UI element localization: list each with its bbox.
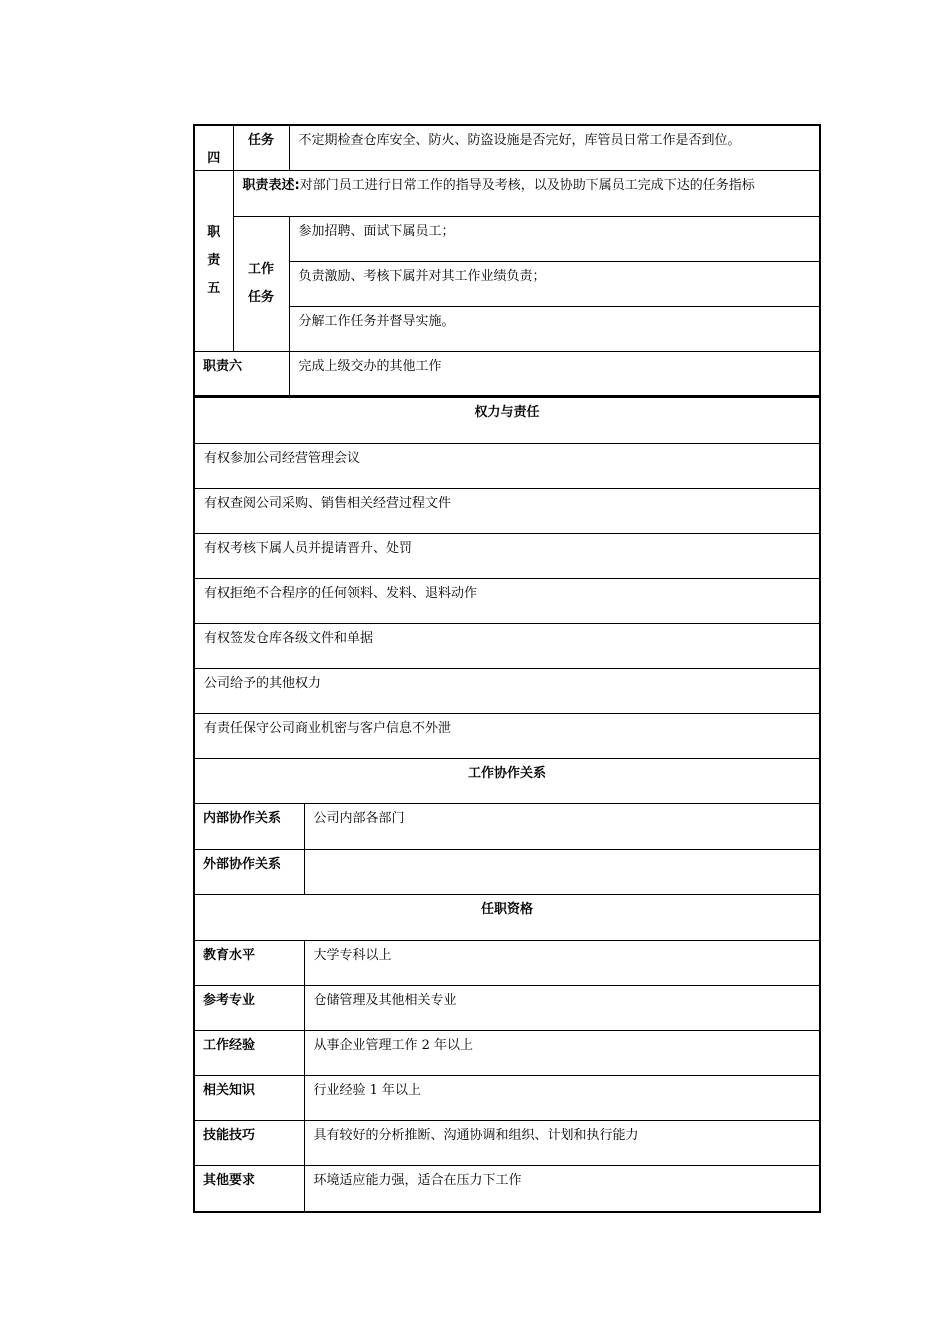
duty4-task-label: 任务 xyxy=(233,125,289,170)
power-item: 有权参加公司经营管理会议 xyxy=(194,443,820,488)
power-item-row xyxy=(194,578,820,623)
qualification-value: 从事企业管理工作 2 年以上 xyxy=(304,1030,820,1075)
power-item-row xyxy=(194,533,820,578)
qualification-row xyxy=(194,985,820,1030)
qualification-row xyxy=(194,1075,820,1120)
power-item-row xyxy=(194,623,820,668)
qualification-row xyxy=(194,940,820,985)
power-item: 有权考核下属人员并提请晋升、处罚 xyxy=(194,533,820,578)
power-item: 有权签发仓库各级文件和单据 xyxy=(194,623,820,668)
duty5-desc-row xyxy=(194,170,820,216)
power-title: 权力与责任 xyxy=(194,397,820,443)
power-header-row xyxy=(194,397,820,443)
qualification-label: 技能技巧 xyxy=(194,1120,304,1165)
qualification-value: 行业经验 1 年以上 xyxy=(304,1075,820,1120)
duties-table xyxy=(193,124,821,397)
qualifications-title: 任职资格 xyxy=(194,894,820,940)
duty5-description: 职责表述:对部门员工进行日常工作的指导及考核，以及协助下属员工完成下达的任务指标 xyxy=(233,170,820,216)
qualification-row xyxy=(194,1120,820,1165)
power-item: 有权查阅公司采购、销售相关经营过程文件 xyxy=(194,488,820,533)
duty4-task-text: 不定期检查仓库安全、防火、防盗设施是否完好，库管员日常工作是否到位。 xyxy=(289,125,820,170)
power-item: 有权拒绝不合程序的任何领料、发料、退料动作 xyxy=(194,578,820,623)
duty5-task-item: 参加招聘、面试下属员工； xyxy=(289,216,820,261)
power-item-row xyxy=(194,713,820,758)
duty6-label: 职责六 xyxy=(194,351,289,396)
qualification-value: 环境适应能力强，适合在压力下工作 xyxy=(304,1165,820,1212)
qualification-value: 具有较好的分析推断、沟通协调和组织、计划和执行能力 xyxy=(304,1120,820,1165)
info-table xyxy=(193,396,821,1213)
qualification-label: 教育水平 xyxy=(194,940,304,985)
power-item-row xyxy=(194,668,820,713)
relations-row xyxy=(194,849,820,894)
qualification-label: 相关知识 xyxy=(194,1075,304,1120)
qualification-row xyxy=(194,1030,820,1075)
qualification-label: 其他要求 xyxy=(194,1165,304,1212)
qualification-value: 仓储管理及其他相关专业 xyxy=(304,985,820,1030)
relations-header-row xyxy=(194,758,820,803)
duty5-label: 职 责 五 xyxy=(194,170,233,351)
qualification-label: 参考专业 xyxy=(194,985,304,1030)
duty5-task-label: 工作 任务 xyxy=(233,216,289,351)
qualification-label: 工作经验 xyxy=(194,1030,304,1075)
power-item-row xyxy=(194,488,820,533)
qualification-row xyxy=(194,1165,820,1212)
duty6-row xyxy=(194,351,820,396)
duty4-row xyxy=(194,125,820,170)
duty5-task-item: 分解工作任务并督导实施。 xyxy=(289,306,820,351)
power-item: 公司给予的其他权力 xyxy=(194,668,820,713)
relations-label: 内部协作关系 xyxy=(194,803,304,849)
relations-value xyxy=(304,849,820,894)
duty6-text: 完成上级交办的其他工作 xyxy=(289,351,820,396)
duty5-task-row xyxy=(194,216,820,261)
duty4-label: 四 xyxy=(194,125,233,170)
relations-row xyxy=(194,803,820,849)
duty5-task-item: 负责激励、考核下属并对其工作业绩负责； xyxy=(289,261,820,306)
power-item-row xyxy=(194,443,820,488)
power-item: 有责任保守公司商业机密与客户信息不外泄 xyxy=(194,713,820,758)
relations-value: 公司内部各部门 xyxy=(304,803,820,849)
qualification-value: 大学专科以上 xyxy=(304,940,820,985)
qualifications-header-row xyxy=(194,894,820,940)
relations-title: 工作协作关系 xyxy=(194,758,820,803)
relations-label: 外部协作关系 xyxy=(194,849,304,894)
